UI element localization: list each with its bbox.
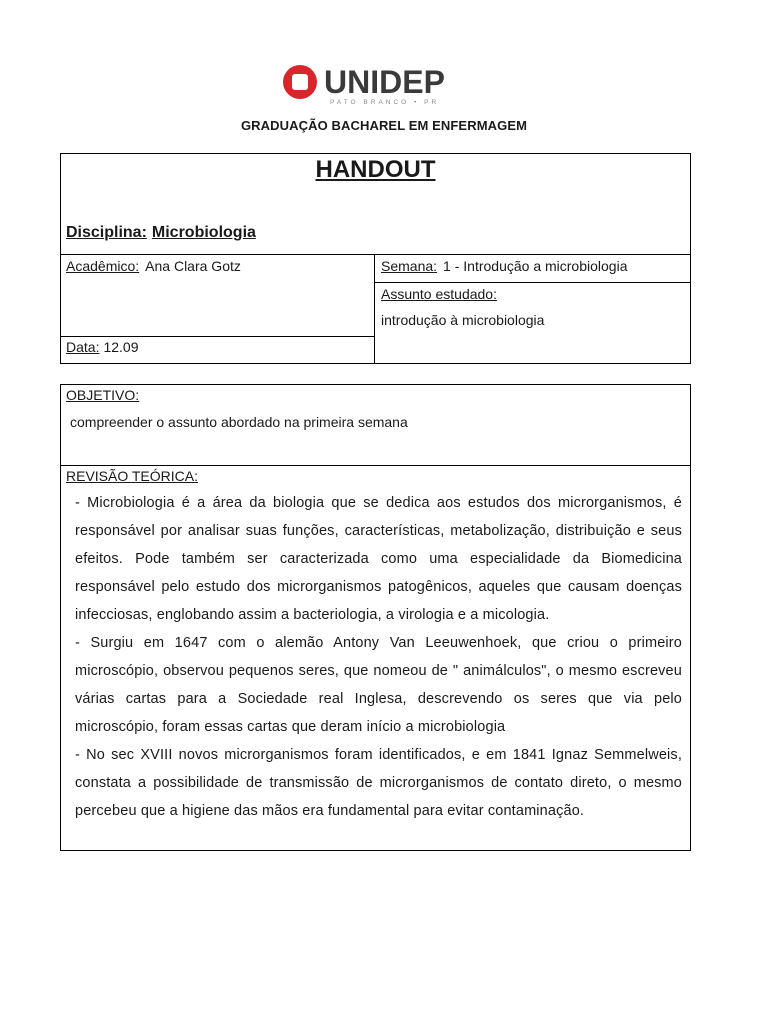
data-label: Data: xyxy=(66,339,100,355)
academico-label: Acadêmico: xyxy=(66,258,140,274)
semana-value: 1 - Introdução a microbiologia xyxy=(443,258,628,274)
brand-tagline: PATO BRANCO • PR xyxy=(330,99,440,106)
handout-title: HANDOUT xyxy=(315,156,436,183)
divider xyxy=(61,465,690,466)
unidep-logo xyxy=(280,62,490,106)
semana-field xyxy=(381,258,627,274)
assunto-label: Assunto estudado: xyxy=(381,286,497,302)
brand-name: UNIDEP xyxy=(324,64,445,100)
program-title: GRADUAÇÃO BACHAREL EM ENFERMAGEM xyxy=(240,118,528,133)
divider xyxy=(61,254,690,255)
objetivo-text: compreender o assunto abordado na primeira semana xyxy=(70,414,408,430)
handout-header-box xyxy=(60,153,691,364)
revisao-paragraph: - Microbiologia é a área da biologia que se dedica aos estudos dos microrganismos, é responsável por analisar suas funções, características, metabolização, distribuição e seus efeitos. Pode também ser caracterizada como uma especialidade da Biomedicina responsável pelo estudo dos microrganismos patogênicos, aqueles que causam doenças infecciosas, englobando assim a bacteriologia, a virologia e a micologia. xyxy=(75,495,682,623)
objetivo-label: OBJETIVO: xyxy=(66,387,140,403)
disciplina-label: Disciplina: xyxy=(66,224,147,241)
unidep-logo-mark xyxy=(280,62,490,106)
divider xyxy=(61,336,374,337)
divider xyxy=(374,254,375,363)
data-value: 12.09 xyxy=(103,339,139,355)
revisao-paragraph: - Surgiu em 1647 com o alemão Antony Van Leeuwenhoek, que criou o primeiro microscópio, observou pequenos seres, que nomeou de " animálculos", o mesmo escreveu várias cartas para a Sociedade real Inglesa, descrevendo os seres que via pelo microscópio, foram essas cartas que deram início a microbiologia xyxy=(75,635,682,735)
academico-field xyxy=(66,258,241,274)
academico-value: Ana Clara Gotz xyxy=(145,258,241,274)
disciplina-field xyxy=(66,224,256,242)
revisao-body xyxy=(67,489,682,825)
assunto-label-wrap xyxy=(381,286,497,302)
data-field xyxy=(66,339,139,355)
revisao-label: REVISÃO TEÓRICA: xyxy=(66,468,198,484)
assunto-value: introdução à microbiologia xyxy=(381,312,545,328)
revisao-paragraph: - No sec XVIII novos microrganismos foram identificados, e em 1841 Ignaz Semmelweis, constata a possibilidade de transmissão de microrganismos de contato direto, o mesmo percebeu que a higiene das mãos era fundamental para evitar contaminação. xyxy=(75,747,682,819)
divider xyxy=(374,282,690,283)
disciplina-value: Microbiologia xyxy=(151,224,256,241)
handout-body-box xyxy=(60,384,691,851)
semana-label: Semana: xyxy=(381,258,438,274)
